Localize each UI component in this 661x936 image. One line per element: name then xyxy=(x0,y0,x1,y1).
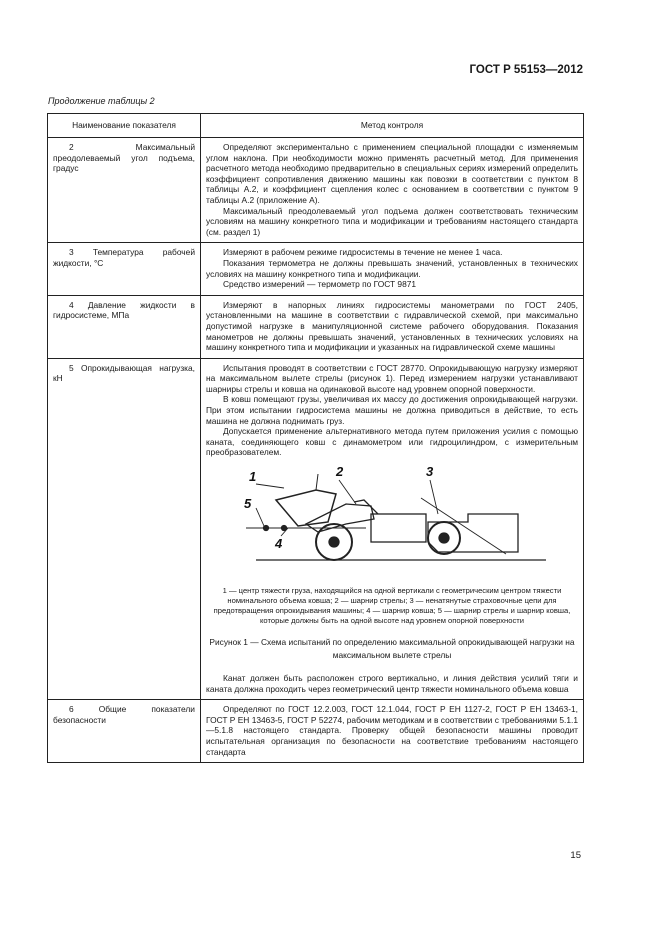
figure-label-2: 2 xyxy=(336,464,344,480)
row-name-cell xyxy=(48,358,201,700)
figure-label-4: 4 xyxy=(275,536,283,552)
column-header-name: Наименование показателя xyxy=(48,114,201,138)
method-paragraph: Максимальный преодолеваемый угол подъема должен соответствовать техническим условиям на машину конкретного типа и модификации и требованиям настоящего стандарта (см. раздел 1) xyxy=(206,205,578,237)
legend-item: 1 — центр тяжести груза, находящийся на одной вертикали с геометрическим центром тяжести номинального объема ковша; xyxy=(222,586,562,606)
row-method-cell xyxy=(201,700,584,763)
method-paragraph: Определяют по ГОСТ 12.2.003, ГОСТ 12.1.044, ГОСТ Р ЕН 1127-2, ГОСТ Р ЕН 13463-1, ГОСТ Р ЕН 13463-5, ГОСТ Р 52274, рабочим методикам и в соответствии с требованиями 5.1.1—5.1.8 настоящего стандарта. Проверку общей безопасности машины проводит испытательная организация по безопасности на соответствие требованиям настоящего стандарта xyxy=(206,704,578,757)
row-method-cell xyxy=(201,138,584,243)
row-name: 5 Опрокидывающая нагрузка, кН xyxy=(53,362,195,384)
row-name: 4 Давление жидкости в гидросистеме, МПа xyxy=(53,299,195,321)
page-number: 15 xyxy=(570,850,581,861)
table-row xyxy=(48,700,584,763)
legend-item: 2 — шарнир стрелы; xyxy=(334,596,408,606)
hinge-marker xyxy=(282,526,287,531)
table-caption: Продолжение таблицы 2 xyxy=(48,96,155,106)
row-name: 2 Максимальный преодолеваемый угол подъема, градус xyxy=(53,142,195,174)
method-paragraph: Средство измерений — термометр по ГОСТ 9871 xyxy=(223,279,417,290)
method-paragraph: Определяют экспериментально с применением специальной площадки с изменяемым углом наклона. При необходимости можно применять расчетный метод. Для применения расчетного метода необходимо предварительно в специальных сериях измерений определить коэффициент сопротивления движению машины как повозки в соответствии с пунктом 8 таблицы А.2, и коэффициент сцепления колес с основанием в соответствии с пунктом 9 таблицы А.2 (приложение А). xyxy=(206,142,578,205)
table-row xyxy=(48,358,584,700)
figure-1 xyxy=(206,464,578,661)
leader-line-5 xyxy=(256,508,264,526)
table-row xyxy=(48,138,584,243)
method-paragraph: Допускается применение альтернативного метода путем приложения усилия с помощью каната, соединяющего ковш с динамометром или гидроцилиндром, с измерительным преобразователем. xyxy=(206,426,578,458)
row-name-cell xyxy=(48,138,201,243)
loader-test-diagram xyxy=(206,464,578,582)
figure-label-1: 1 xyxy=(249,469,257,485)
figure-caption: Рисунок 1 — Схема испытаний по определению максимальной опрокидывающей нагрузки на максимальном вылете стрелы xyxy=(209,637,575,660)
row-name: 6 Общие показатели безопасности xyxy=(53,704,195,725)
row-name-cell xyxy=(48,700,201,763)
method-paragraph: Показания термометра не должны превышать значений, установленных в технических условиях на машину конкретного типа и модификации. xyxy=(206,257,578,279)
leader-line-3 xyxy=(430,480,438,514)
table-header-row xyxy=(48,114,584,138)
figure-label-5: 5 xyxy=(244,496,252,512)
legend-item: 5 — шарнир стрелы и шарнир ковша, которые должны быть на одной высоте над уровнем опорной поверхности xyxy=(260,606,571,626)
load-vertical xyxy=(316,474,318,490)
table-row xyxy=(48,295,584,358)
legend-item: 3 — ненатянутые страховочные цепи для предотвращения опрокидывания машины; xyxy=(213,596,557,616)
row-name: 3 Температура рабочей жидкости, °С xyxy=(53,247,195,268)
requirements-table xyxy=(47,113,584,763)
column-header-method: Метод контроля xyxy=(201,114,584,138)
method-paragraph: Канат должен быть расположен строго вертикально, и линия действия усилий тяги и каната должна проходить через геометрический центр тяжести номинального объема ковша xyxy=(206,673,578,694)
front-wheel-hub xyxy=(329,537,339,547)
row-method-cell xyxy=(201,358,584,700)
row-method-cell xyxy=(201,243,584,295)
front-body xyxy=(371,514,426,542)
legend-item: 4 — шарнир ковша; xyxy=(366,606,436,616)
bucket-shape xyxy=(276,490,336,526)
table-row xyxy=(48,243,584,295)
row-method-cell xyxy=(201,295,584,358)
leader-line-1 xyxy=(256,484,284,488)
figure-legend xyxy=(206,586,578,626)
rear-wheel-hub xyxy=(439,533,449,543)
figure-label-3: 3 xyxy=(426,464,434,480)
hinge-marker xyxy=(264,526,269,531)
method-paragraph: Измеряют в напорных линиях гидросистемы манометрами по ГОСТ 2405, установленными на машине в соответствии с гидравлической схемой, при максимально допустимой нагрузке в манипуляционной системе рабочего оборудования. Показания манометров не должны превышать значений, установленных в технических условиях на машину конкретного типа и модификации и указанных на гидравлической схеме машины xyxy=(206,299,578,353)
document-header: ГОСТ Р 55153—2012 xyxy=(469,64,583,76)
row-name-cell xyxy=(48,243,201,295)
leader-line-2 xyxy=(339,480,356,504)
method-paragraph: Испытания проводят в соответствии с ГОСТ 28770. Опрокидывающую нагрузку измеряют на максимальном вылете стрелы (рисунок 1). Перед измерением нагрузки устанавливают шарниры стрелы и ковша на одинаковой высоте над уровнем опорной поверхности. xyxy=(206,362,578,394)
boom-link xyxy=(354,500,378,514)
method-paragraph: В ковш помещают грузы, увеличивая их массу до достижения опрокидывающей нагрузки. При этом испытании гидросистема машины не должна приводиться в действие, то есть машина не должна поднимать груз. xyxy=(206,394,578,426)
method-paragraph: Измеряют в рабочем режиме гидросистемы в течение не менее 1 часа. xyxy=(223,247,503,258)
row-name-cell xyxy=(48,295,201,358)
